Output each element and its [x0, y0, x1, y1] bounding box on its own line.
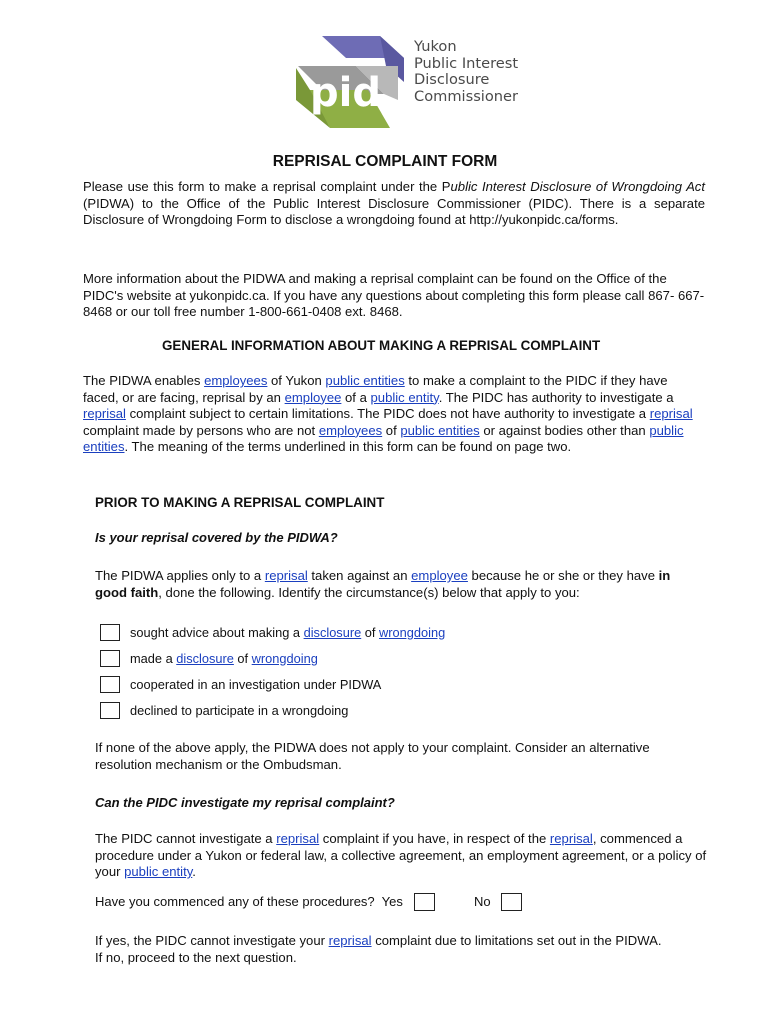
link-disclosure[interactable]: disclosure — [303, 624, 362, 640]
no-label: No — [473, 894, 491, 909]
logo-line-3: Disclosure — [414, 71, 490, 88]
logo-line-1: Yukon — [414, 38, 457, 55]
link-public-entity[interactable]: public entity — [124, 864, 193, 880]
commenced-question-row — [95, 893, 522, 911]
checkbox-sought-advice[interactable] — [100, 624, 120, 641]
pid-logo-mark-icon — [290, 30, 412, 132]
prior-heading: PRIOR TO MAKING A REPRISAL COMPLAINT — [95, 495, 385, 510]
if-yes-no-paragraph: If yes, the PIDC cannot investigate your reprisal complaint due to limitations set out in the PIDWA. If no, proceed to the next question. — [95, 933, 662, 965]
link-reprisal[interactable]: reprisal — [83, 406, 126, 422]
link-wrongdoing[interactable]: wrongdoing — [379, 624, 446, 640]
checkbox-made-disclosure[interactable] — [100, 650, 120, 667]
pidc-logo — [290, 30, 540, 132]
link-employee[interactable]: employee — [284, 389, 342, 405]
checkbox-no[interactable] — [501, 893, 522, 911]
checkbox-yes[interactable] — [414, 893, 435, 911]
form-title: REPRISAL COMPLAINT FORM — [272, 153, 498, 170]
question-covered: Is your reprisal covered by the PIDWA? — [95, 530, 338, 545]
link-employees[interactable]: employees — [318, 422, 383, 438]
circumstance-option-2: made a disclosure of wrongdoing — [100, 648, 318, 668]
link-public-entities[interactable]: public entities — [325, 373, 405, 388]
cannot-investigate-paragraph: The PIDC cannot investigate a reprisal complaint if you have, in respect of the reprisal, commenced a procedure under a Yukon or federal law, a collective agreement, an employment agreement, or a policy of your public entity. — [95, 831, 707, 880]
intro-paragraph-2: More information about the PIDWA and making a reprisal complaint can be found on the Office of the PIDC's website at yukonpidc.ca. If you have any questions about completing this form please call 867- 667- 8468 or our toll free number 1-800-661-0408 ext. 8468. — [83, 271, 705, 320]
link-reprisal[interactable]: reprisal — [328, 933, 372, 948]
link-disclosure[interactable]: disclosure — [176, 650, 234, 666]
circumstance-option-3: cooperated in an investigation under PIDWA — [100, 674, 381, 694]
none-apply-paragraph: If none of the above apply, the PIDWA does not apply to your complaint. Consider an alternative resolution mechanism or the Ombudsman. — [95, 740, 650, 772]
general-info-paragraph: The PIDWA enables employees of Yukon public entities to make a complaint to the PIDC if they have faced, or are facing, reprisal by an employee of a public entity. The PIDC has authority to investigate a reprisal complaint subject to certain limitations. The PIDC does not have authority to investigate a reprisal complaint made by persons who are not employees of public entities or against bodies other than public entities. The meaning of the terms underlined in this form can be found on page two. — [83, 373, 693, 455]
link-wrongdoing[interactable]: wrongdoing — [251, 650, 318, 666]
link-public-entities[interactable]: public entities — [400, 422, 480, 438]
question-investigate: Can the PIDC investigate my reprisal complaint? — [95, 795, 395, 810]
link-employees[interactable]: employees — [204, 373, 268, 388]
logo-line-4: Commissioner — [414, 87, 519, 105]
commenced-question: Have you commenced any of these procedures? — [95, 894, 375, 909]
yes-label: Yes — [381, 894, 403, 909]
intro-paragraph-1: Please use this form to make a reprisal complaint under the Public Interest Disclosure of Wrongdoing Act (PIDWA) to the Office of the Public Interest Disclosure Commissioner (PIDC). There is a separate Disclosure of Wrongdoing Form to disclose a wrongdoing found at http://yukonpidc.ca/forms. — [83, 179, 705, 228]
circumstance-option-1: sought advice about making a disclosure of wrongdoing — [100, 622, 445, 642]
checkbox-declined[interactable] — [100, 702, 120, 719]
circumstance-option-4: declined to participate in a wrongdoing — [100, 700, 348, 720]
link-reprisal[interactable]: reprisal — [649, 406, 693, 422]
link-public-entities[interactable]: public entities — [83, 422, 684, 455]
general-info-heading: GENERAL INFORMATION ABOUT MAKING A REPRISAL COMPLAINT — [162, 338, 601, 353]
link-reprisal[interactable]: reprisal — [549, 831, 593, 846]
link-reprisal[interactable]: reprisal — [276, 831, 320, 846]
logo-mark-text: pid — [310, 70, 381, 116]
link-public-entity[interactable]: public entity — [370, 389, 439, 405]
checkbox-cooperated[interactable] — [100, 676, 120, 693]
logo-wordmark — [414, 39, 518, 105]
logo-line-2: Public Interest — [414, 54, 519, 72]
link-employee[interactable]: employee — [411, 568, 468, 583]
applies-paragraph: The PIDWA applies only to a reprisal taken against an employee because he or she or they have in good faith, done the following. Identify the circumstance(s) below that apply to you: — [95, 568, 671, 600]
link-reprisal[interactable]: reprisal — [264, 568, 308, 583]
